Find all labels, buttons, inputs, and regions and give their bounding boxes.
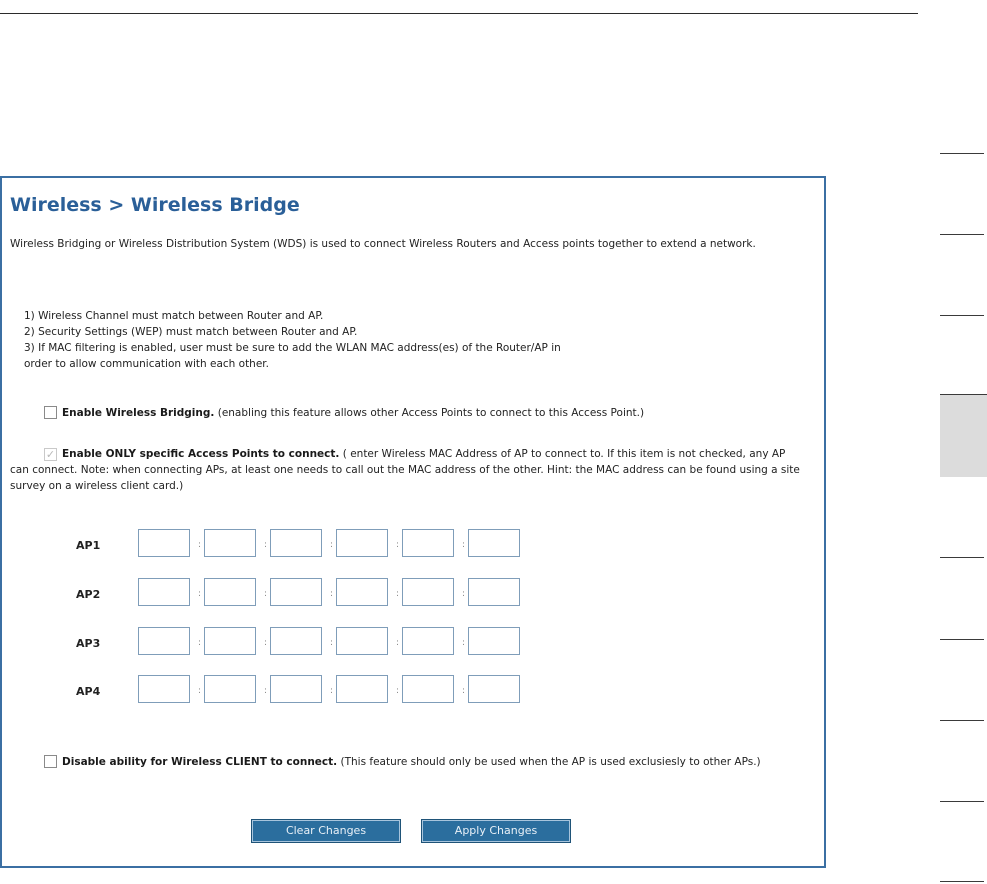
specific-aps-label: Enable ONLY specific Access Points to connect. (62, 448, 340, 460)
mac-separator: : (330, 589, 334, 599)
disable-client-label: Disable ability for Wireless CLIENT to connect. (62, 756, 338, 768)
ap-label: AP3 (76, 637, 101, 650)
mac-octet-input[interactable] (270, 627, 322, 655)
rule-item: 2) Security Settings (WEP) must match between Router and AP. (24, 326, 358, 338)
ap-label: AP4 (76, 685, 101, 698)
mac-octet-input[interactable] (270, 675, 322, 703)
ap-label: AP1 (76, 539, 101, 552)
rule-item: order to allow communication with each other. (24, 358, 269, 370)
mac-separator: : (198, 686, 202, 696)
mac-octet-input[interactable] (270, 578, 322, 606)
mac-separator: : (396, 540, 400, 550)
mac-octet-input[interactable] (468, 627, 520, 655)
rule-item: 3) If MAC filtering is enabled, user must be sure to add the WLAN MAC address(es) of the Router/AP in (24, 342, 561, 354)
mac-octet-input[interactable] (402, 578, 454, 606)
mac-octet-input[interactable] (204, 675, 256, 703)
intro-text: Wireless Bridging or Wireless Distribution System (WDS) is used to connect Wireless Routers and Access points together to extend a network. (10, 238, 756, 250)
top-rule (0, 13, 918, 14)
chapter-tab-line (940, 720, 984, 721)
enable-bridging-desc: (enabling this feature allows other Access Points to connect to this Access Point.) (217, 407, 645, 419)
chapter-tab-line (940, 557, 984, 558)
chapter-tab-line (940, 639, 984, 640)
mac-octet-input[interactable] (336, 578, 388, 606)
mac-octet-input[interactable] (468, 529, 520, 557)
page-title: Wireless > Wireless Bridge (10, 194, 300, 216)
mac-octet-input[interactable] (402, 627, 454, 655)
mac-separator: : (264, 686, 268, 696)
specific-aps-desc: ( enter Wireless MAC Address of AP to connect to. If this item is not checked, any AP can connect. Note: when connecting APs, at least one needs to call out the MAC address of the other. Hint: the MAC address can be found using a site survey on a wireless client card.) (10, 448, 800, 492)
mac-separator: : (462, 686, 466, 696)
chapter-tab-line (940, 881, 984, 882)
mac-octet-input[interactable] (138, 578, 190, 606)
chapter-tab-line (940, 234, 984, 235)
mac-octet-input[interactable] (138, 627, 190, 655)
mac-octet-input[interactable] (138, 529, 190, 557)
mac-separator: : (264, 589, 268, 599)
mac-octet-input[interactable] (138, 675, 190, 703)
mac-octet-input[interactable] (402, 529, 454, 557)
chapter-tab-active (940, 394, 987, 477)
mac-separator: : (198, 638, 202, 648)
clear-changes-button[interactable]: Clear Changes (252, 820, 400, 842)
rule-item: 1) Wireless Channel must match between Router and AP. (24, 310, 324, 322)
rules-list (24, 308, 804, 372)
enable-bridging-label: Enable Wireless Bridging. (62, 407, 215, 419)
mac-octet-input[interactable] (336, 675, 388, 703)
specific-aps-option (10, 446, 800, 494)
mac-separator: : (330, 638, 334, 648)
enable-bridging-option (10, 405, 800, 421)
mac-octet-input[interactable] (468, 578, 520, 606)
chapter-tab-line (940, 153, 984, 154)
mac-octet-input[interactable] (336, 627, 388, 655)
mac-separator: : (198, 589, 202, 599)
mac-separator: : (462, 540, 466, 550)
mac-octet-input[interactable] (402, 675, 454, 703)
mac-separator: : (264, 540, 268, 550)
chapter-tab-line (940, 801, 984, 802)
mac-octet-input[interactable] (468, 675, 520, 703)
ap-label: AP2 (76, 588, 101, 601)
mac-octet-input[interactable] (204, 627, 256, 655)
mac-separator: : (396, 686, 400, 696)
apply-changes-button[interactable]: Apply Changes (422, 820, 570, 842)
mac-separator: : (330, 540, 334, 550)
disable-client-option (10, 754, 800, 770)
mac-separator: : (264, 638, 268, 648)
checkmark-icon: ✓ (45, 448, 56, 461)
mac-separator: : (396, 589, 400, 599)
mac-separator: : (462, 638, 466, 648)
mac-octet-input[interactable] (204, 529, 256, 557)
mac-octet-input[interactable] (204, 578, 256, 606)
mac-separator: : (198, 540, 202, 550)
wireless-bridge-panel (0, 176, 826, 868)
mac-separator: : (396, 638, 400, 648)
mac-octet-input[interactable] (270, 529, 322, 557)
mac-separator: : (462, 589, 466, 599)
chapter-tab-line (940, 315, 984, 316)
disable-client-desc: (This feature should only be used when the AP is used exclusiesly to other APs.) (340, 756, 761, 768)
mac-separator: : (330, 686, 334, 696)
mac-octet-input[interactable] (336, 529, 388, 557)
